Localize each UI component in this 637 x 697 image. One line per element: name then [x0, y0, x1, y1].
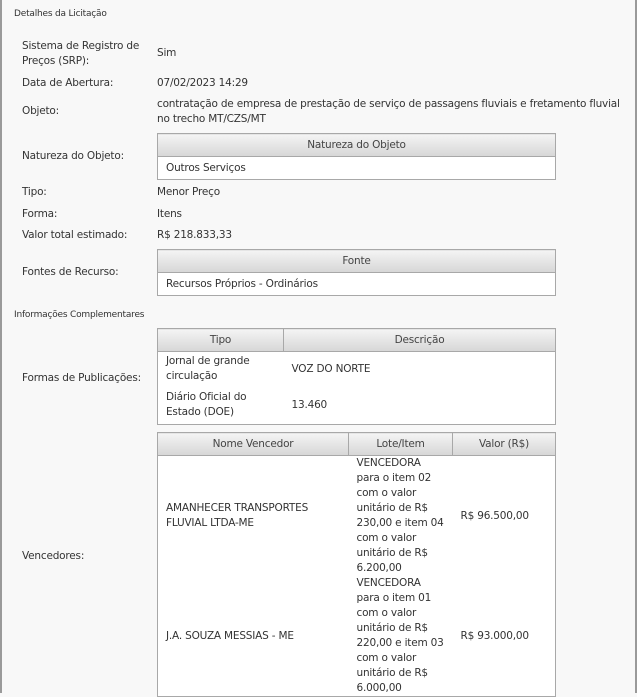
- winner-lot: VENCEDORA para o item 02 com o valor unitário de R$ 230,00 e item 04 com o valor unitário de R$ 6.200,00: [356, 457, 444, 574]
- funding-table-header: Fonte: [158, 250, 556, 273]
- publication-tipo: Diário Oficial do Estado (DOE): [166, 391, 247, 418]
- publications-table: [157, 328, 556, 425]
- publication-descricao: VOZ DO NORTE: [291, 362, 371, 375]
- section-title-complementary: Informações Complementares: [14, 310, 145, 320]
- type-value: Menor Preço: [157, 186, 220, 198]
- winners-label: Vencedores:: [22, 550, 85, 562]
- winner-name: AMANHECER TRANSPORTES FLUVIAL LTDA-ME: [166, 502, 309, 529]
- section-title-details: Detalhes da Licitação: [14, 9, 107, 19]
- publications-header-descricao: Descrição: [284, 329, 556, 352]
- srp-label: Sistema de Registro de Preços (SRP):: [22, 40, 140, 67]
- nature-table-header: Natureza do Objeto: [158, 134, 556, 157]
- estimated-total-value: R$ 218.833,33: [157, 229, 232, 241]
- winner-name: J.A. SOUZA MESSIAS - ME: [166, 629, 294, 642]
- nature-label: Natureza do Objeto:: [22, 150, 124, 162]
- srp-value: Sim: [157, 47, 177, 59]
- publications-header-tipo: Tipo: [158, 329, 284, 352]
- form-value: Itens: [157, 208, 182, 220]
- type-label: Tipo:: [22, 186, 47, 198]
- winner-value: R$ 93.000,00: [460, 629, 529, 642]
- form-label: Forma:: [22, 208, 58, 220]
- table-row: [158, 456, 556, 577]
- object-label: Objeto:: [22, 105, 59, 117]
- funding-label: Fontes de Recurso:: [22, 266, 119, 278]
- opening-date-label: Data de Abertura:: [22, 77, 114, 89]
- winners-table: [157, 432, 556, 697]
- table-row: [158, 386, 556, 425]
- funding-table: [157, 249, 556, 296]
- object-value: contratação de empresa de prestação de serviço de passagens fluviais e fretamento fluvial no trecho MT/CZS/MT: [157, 98, 620, 125]
- winners-header-name: Nome Vencedor: [158, 433, 349, 456]
- nature-value: Outros Serviços: [166, 161, 246, 174]
- nature-table: [157, 133, 556, 180]
- opening-date-value: 07/02/2023 14:29: [157, 77, 248, 89]
- publication-tipo: Jornal de grande circulação: [166, 355, 250, 382]
- publication-descricao: 13.460: [291, 398, 328, 411]
- table-row: [158, 576, 556, 697]
- estimated-total-label: Valor total estimado:: [22, 229, 128, 241]
- winner-value: R$ 96.500,00: [460, 509, 529, 522]
- winners-header-value: Valor (R$): [453, 433, 556, 456]
- publications-label: Formas de Publicações:: [22, 372, 141, 384]
- winners-header-lot: Lote/Item: [349, 433, 453, 456]
- winner-lot: VENCEDORA para o item 01 com o valor unitário de R$ 220,00 e item 03 com o valor unitário de R$ 6.000,00: [356, 577, 444, 694]
- table-row: [158, 352, 556, 387]
- funding-value: Recursos Próprios - Ordinários: [166, 277, 318, 290]
